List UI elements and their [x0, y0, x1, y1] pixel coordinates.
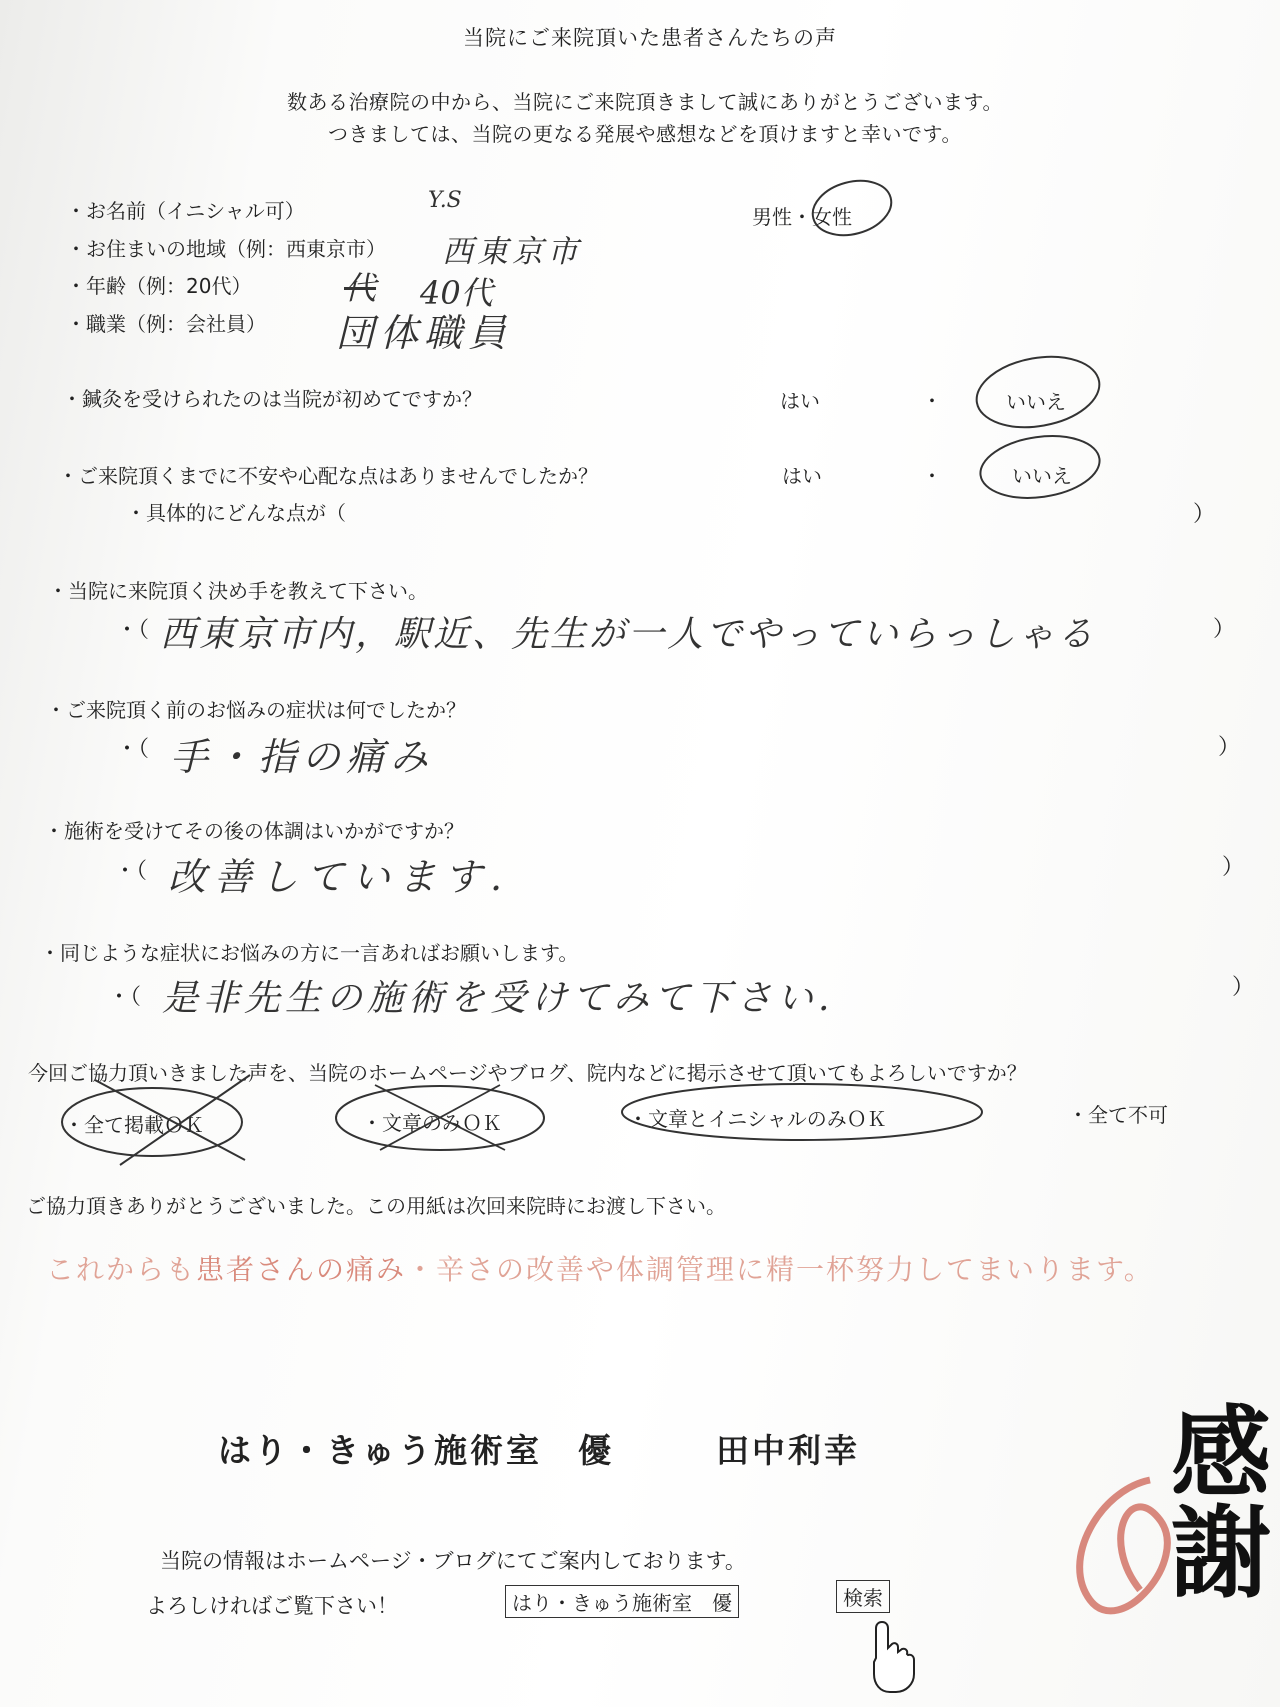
info-line-1: 当院の情報はホームページ・ブログにてご案内しております。 [160, 1549, 746, 1573]
slogan [46, 1248, 1154, 1288]
gender-label: 男性・女性 [752, 205, 852, 229]
slogan-part-3: ・辛さの改善や体調管理に精一杯努力してまいります。 [406, 1253, 1154, 1286]
permission-option-none: ・全て不可 [1068, 1103, 1168, 1127]
q6-text: ・同じような症状にお悩みの方に一言あればお願いします。 [40, 941, 579, 965]
q5-open: ・（ [114, 859, 148, 884]
page-title: 当院にご来院頂いた患者さんたちの声 [463, 26, 837, 50]
q2-separator: ・ [922, 464, 942, 488]
q6-close: ） [1232, 975, 1255, 1000]
pointer-hand-icon [874, 1622, 914, 1692]
age-crossed-value: 代 [344, 269, 377, 307]
q4-answer: 手・指の痛み [170, 735, 435, 779]
permission-option-text-only: ・文章のみＯＫ [362, 1111, 502, 1135]
q2-text: ・ご来院頂くまでに不安や心配な点はありませんでしたか？ [58, 464, 598, 488]
permission-option-text-initial: ・文章とイニシャルのみＯＫ [628, 1107, 887, 1131]
q1-text: ・鍼灸を受けられたのは当院が初めてですか？ [62, 387, 482, 411]
age-value: 40代 [420, 274, 493, 312]
slogan-part-2: 患者さんの痛み [196, 1253, 407, 1286]
clinic-name: はり・きゅう施術室 優 [218, 1431, 614, 1470]
q1-yes: はい [780, 389, 820, 413]
q3-answer: 西東京市内，駅近、先生が一人でやっていらっしゃる [160, 614, 1097, 655]
search-term-box: はり・きゅう施術室 優 [505, 1585, 739, 1618]
info-line-2: よろしければご覧下さい！ [146, 1594, 398, 1618]
area-label: ・お住まいの地域（例：西東京市） [66, 237, 386, 261]
name-label: ・お名前（イニシャル可） [66, 199, 305, 223]
q3-close: ） [1213, 617, 1236, 642]
q2-detail-close: ） [1193, 502, 1216, 527]
name-value: Y.S [428, 188, 462, 213]
q1-no: いいえ [1006, 390, 1066, 414]
slogan-part-1: これからも [46, 1253, 197, 1286]
clinic-director: 田中利幸 [716, 1431, 860, 1470]
q5-text: ・施術を受けてその後の体調はいかがですか？ [44, 819, 464, 843]
q4-text: ・ご来院頂く前のお悩みの症状は何でしたか？ [46, 698, 466, 722]
job-value: 団体職員 [336, 311, 513, 355]
intro-line-1: 数ある治療院の中から、当院にご来院頂きまして誠にありがとうございます。 [287, 90, 1003, 114]
q2-detail-text: ・具体的にどんな点が（ [126, 501, 346, 525]
calligraphy-kansha: 感謝 [1154, 1400, 1272, 1600]
q4-close: ） [1218, 735, 1241, 760]
permission-question: 今回ご協力頂いきました声を、当院のホームページやブログ、院内などに掲示させて頂いてもよろしいですか？ [28, 1061, 1027, 1085]
q4-open: ・（ [116, 737, 150, 762]
permission-option-all: ・全て掲載ＯＫ [64, 1113, 204, 1137]
intro-line-2: つきましては、当院の更なる発展や感想などを頂けますと幸いです。 [328, 122, 962, 146]
thanks-text: ご協力頂きありがとうございました。この用紙は次回来院時にお渡し下さい。 [26, 1194, 726, 1218]
q5-answer: 改善しています. [168, 855, 511, 899]
q2-no: いいえ [1012, 464, 1072, 488]
q5-close: ） [1222, 855, 1245, 880]
q3-text: ・当院に来院頂く決め手を教えて下さい。 [48, 579, 428, 603]
job-label: ・職業（例：会社員） [66, 312, 266, 336]
search-button: 検索 [836, 1580, 890, 1613]
q6-answer: 是非先生の施術を受けてみて下さい. [162, 978, 835, 1019]
q3-open: ・（ [116, 618, 150, 643]
area-value: 西東京市 [442, 234, 582, 270]
q2-yes: はい [782, 464, 822, 488]
age-label: ・年齢（例：20代） [66, 274, 252, 298]
q1-separator: ・ [922, 389, 942, 413]
q6-open: ・（ [108, 985, 142, 1010]
